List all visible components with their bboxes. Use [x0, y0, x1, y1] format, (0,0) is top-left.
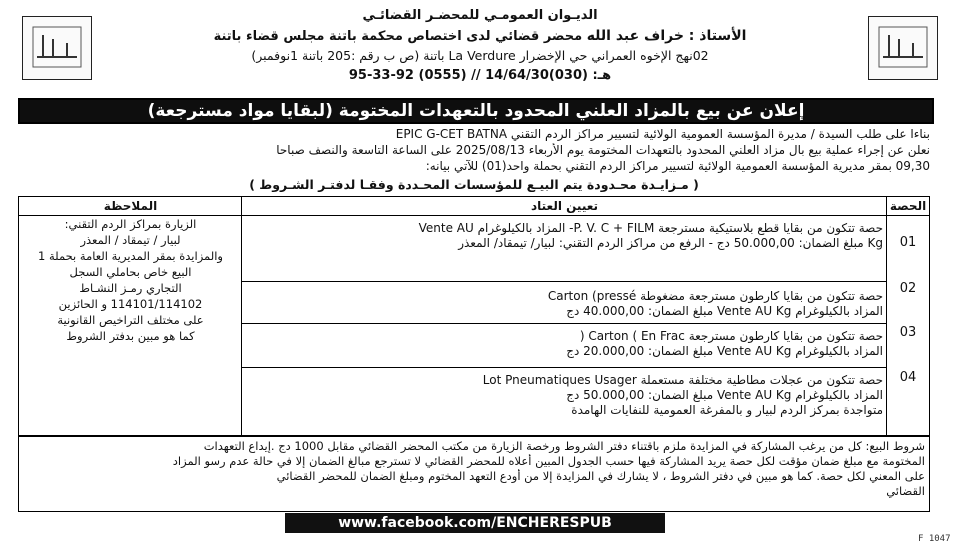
facebook-link[interactable]: www.facebook.com/ENCHERESPUB — [285, 513, 665, 533]
lot-desc-line: حصة تتكون من بقايا قطع بلاستيكية مسترجعة P. V. C + FILM- المزاد بالكيلوغرام Vente AU — [418, 221, 883, 235]
bailiff-role: محضر قضائي لدى اختصاص محكمة باتنة مجلس قضاء باتنة — [213, 29, 583, 44]
lot-desc-line: حصة تتكون من عجلات مطاطية مختلفة مستعملة Lot Pneumatiques Usager — [482, 373, 883, 387]
bailiff-line — [100, 28, 860, 44]
intro-line: نعلن عن إجراء عملية بيع بال مزاد العلني المحدود بالتعهدات المختومة يوم الأربعاء 2025/08/13 على الساعة التاسعة والنصف صباحا — [276, 143, 930, 157]
lot-desc-line: المزاد بالكيلوغرام Vente AU Kg مبلغ الضمان: 40.000,00 دج — [566, 304, 883, 318]
notes-column — [19, 197, 242, 435]
office-address: 02نهج الإخوه العمراني حي الإخضرار La Verdure باتنة (ص ب رقم :205 باتنة 1نوفمبر) — [251, 48, 709, 63]
note-line: 114101/114102 و الحائزين — [58, 297, 203, 311]
notes-header: الملاحظة — [19, 197, 242, 216]
lot-desc-line: Kg مبلغ الضمان: 50.000,00 دج - الرفع من مراكز الردم التقني: لبيار/ تيمقاد/ المعذر — [458, 236, 883, 250]
lot-description — [242, 329, 887, 359]
note-line: التجاري رمـز النشـاط — [79, 281, 182, 295]
lot-description — [242, 289, 887, 319]
lot-header: الحصة — [887, 197, 929, 216]
court-emblem-icon — [868, 16, 938, 80]
court-emblem-icon — [22, 16, 92, 80]
lot-desc-line: حصة تتكون من بقايا كارطون مسترجعة Carton ( En Frac ( — [579, 329, 883, 343]
notes-text — [19, 216, 242, 344]
lot-desc-line: متواجدة بمركز الردم لبيار و بالمفرغة العمومية للنفايات الهامدة — [571, 403, 883, 417]
office-title: الديـوان العمومـي للمحضـر القضائـي — [362, 8, 598, 23]
lot-number: 03 — [899, 325, 917, 340]
condition-line: على المعني لكل حصة. كما هو مبين في دفتر الشروط ، لا يشارك في المزايدة إلا من أودع التعهد المختوم ومبلغ الضمان للمحضر القضائي — [276, 469, 925, 483]
lot-number: 02 — [899, 281, 917, 296]
lot-desc-line: المزاد بالكيلوغرام Vente AU Kg مبلغ الضمان: 50.000,00 دج — [566, 388, 883, 402]
note-line: لبيار / تيمقاد / المعذر — [80, 233, 181, 247]
note-line: والمزايدة بمقر المديرية العامة بحملة 1 — [38, 249, 223, 263]
header — [0, 2, 962, 100]
announcement-title: إعلان عن بيع بالمزاد العلني المحدود بالتعهدات المختومة (لبقايا مواد مسترجعة) — [18, 98, 934, 124]
sale-conditions — [18, 436, 930, 512]
reference-code: F 1047 — [918, 534, 951, 544]
bailiff-name: الأستاذ : خراف عبد الله — [586, 28, 747, 44]
intro-line: 09,30 بمقر مديرية المؤسسة العمومية الولائية لتسيير مراكز الردم التقني بحملة واحد(01) للآتي بيانه: — [425, 159, 930, 173]
condition-line: شروط البيع: كل من يرغب المشاركة في المزايدة ملزم باقتناء دفتر الشروط ورخصة الزيارة من مكتب المحضر القضائي مقابل 1000 دج .إيداع التعهدات — [203, 439, 925, 453]
lot-number: 04 — [899, 370, 917, 385]
lot-description — [242, 221, 887, 251]
note-line: الزيارة بمراكز الردم التقني: — [64, 217, 197, 231]
condition-line: القضائي — [886, 484, 925, 498]
condition-line: المختومة مع مبلغ ضمان مؤقت لكل حصة يريد المشاركة فيها حسب الجدول المبين أعلاه للمحضر القضائي لا تسترجع مبالغ الضمان إلا في حالة عدم رسو المزاد — [172, 454, 925, 468]
intro-line: بناءا على طلب السيدة / مديرة المؤسسة العمومية الولائية لتسيير مراكز الردم التقني EPIC G-CET BATNA — [395, 127, 930, 141]
row-divider — [242, 367, 887, 368]
lot-desc-line: حصة تتكون من بقايا كارطون مسترجعة مضغوطة Carton (pressé — [547, 289, 883, 303]
row-divider — [242, 323, 887, 324]
description-column — [241, 197, 887, 435]
office-phones: هـ: (030)14/64/30 // (0555) 92-33-95 — [348, 68, 612, 83]
note-line: البيع خاص بحاملي السجل — [69, 265, 192, 279]
lot-number: 01 — [899, 235, 917, 250]
lots-table — [18, 196, 930, 436]
note-line: كما هو مبين بدفتر الشروط — [66, 329, 195, 343]
lot-column — [886, 197, 929, 435]
note-line: على مختلف التراخيص القانونية — [57, 313, 204, 327]
description-header: تعيين العتاد — [242, 197, 887, 216]
lot-description — [242, 373, 887, 418]
row-divider — [242, 281, 887, 282]
intro-note: ( مـزايـدة محـدودة يتم البيـع للمؤسسات المحـددة وفقـا لدفتـر الشـروط ) — [249, 177, 699, 192]
lot-desc-line: المزاد بالكيلوغرام Vente AU Kg مبلغ الضمان: 20.000,00 دج — [566, 344, 883, 358]
